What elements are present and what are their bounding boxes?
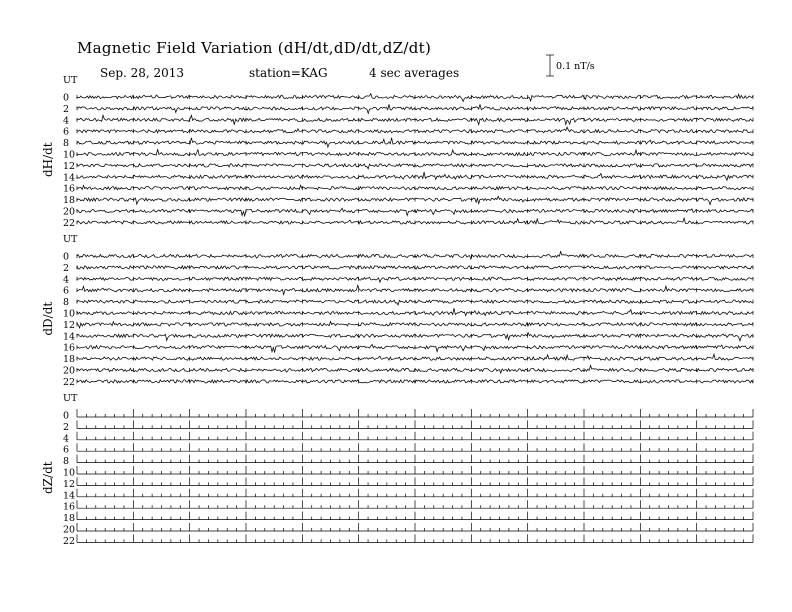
dd-dt-row-label-0: 0 <box>63 251 70 263</box>
dz-dt-ut-label: UT <box>63 393 78 404</box>
dh-dt-row-label-16: 16 <box>63 183 76 195</box>
dd-dt-row-label-10: 10 <box>63 308 76 320</box>
dd-dt-row-label-16: 16 <box>63 342 76 354</box>
dz-dt-row-label-22: 22 <box>63 535 76 547</box>
dd-dt-row-label-22: 22 <box>63 376 76 388</box>
dd-dt-row-label-4: 4 <box>63 274 70 286</box>
dd-dt-row-label-6: 6 <box>63 285 70 297</box>
dh-dt-row-label-10: 10 <box>63 149 76 161</box>
dz-dt-row-label-18: 18 <box>63 513 76 525</box>
averaging-label: 4 sec averages <box>369 66 460 80</box>
dz-dt-row-label-12: 12 <box>63 478 76 490</box>
dd-dt-ut-label: UT <box>63 234 78 245</box>
dz-dt-row-label-4: 4 <box>63 433 70 445</box>
dz-dt-row-label-6: 6 <box>63 444 70 456</box>
panel-dd-dt <box>41 234 753 388</box>
dd-dt-axis-label: dD/dt <box>41 301 55 336</box>
station-label: station=KAG <box>249 66 328 80</box>
dh-dt-row-label-4: 4 <box>63 115 70 127</box>
dh-dt-axis-label: dH/dt <box>41 142 55 178</box>
dz-dt-axis-label: dZ/dt <box>41 461 55 494</box>
scale-bar-label: 0.1 nT/s <box>556 61 595 72</box>
dh-dt-row-label-18: 18 <box>63 195 76 207</box>
dz-dt-row-label-8: 8 <box>63 456 70 468</box>
dh-dt-row-label-8: 8 <box>63 138 70 150</box>
dz-dt-row-label-10: 10 <box>63 467 76 479</box>
dh-dt-ut-label: UT <box>63 75 78 86</box>
dz-dt-row-label-16: 16 <box>63 501 76 513</box>
dh-dt-row-label-20: 20 <box>63 206 76 218</box>
dd-dt-row-label-12: 12 <box>63 319 76 331</box>
panel-dh-dt <box>41 75 753 229</box>
dz-dt-row-label-2: 2 <box>63 421 70 433</box>
dh-dt-row-label-14: 14 <box>63 172 76 184</box>
dd-dt-row-label-18: 18 <box>63 354 76 366</box>
dz-dt-row-label-14: 14 <box>63 490 76 502</box>
dz-dt-row-label-0: 0 <box>63 410 70 422</box>
dh-dt-row-label-0: 0 <box>63 92 70 104</box>
dh-dt-row-label-22: 22 <box>63 217 76 229</box>
dh-dt-row-label-6: 6 <box>63 126 70 138</box>
dd-dt-row-label-14: 14 <box>63 331 76 343</box>
dz-dt-row-label-20: 20 <box>63 524 76 536</box>
dh-dt-row-label-2: 2 <box>63 103 70 115</box>
chart-title: Magnetic Field Variation (dH/dt,dD/dt,dZ/dt) <box>77 39 432 57</box>
date-label: Sep. 28, 2013 <box>100 66 185 80</box>
dd-dt-row-label-20: 20 <box>63 365 76 377</box>
dd-dt-row-label-8: 8 <box>63 297 70 309</box>
dh-dt-row-label-12: 12 <box>63 160 76 172</box>
dd-dt-row-label-2: 2 <box>63 262 70 274</box>
scale-bar <box>546 55 595 76</box>
panel-dz-dt <box>41 393 753 547</box>
